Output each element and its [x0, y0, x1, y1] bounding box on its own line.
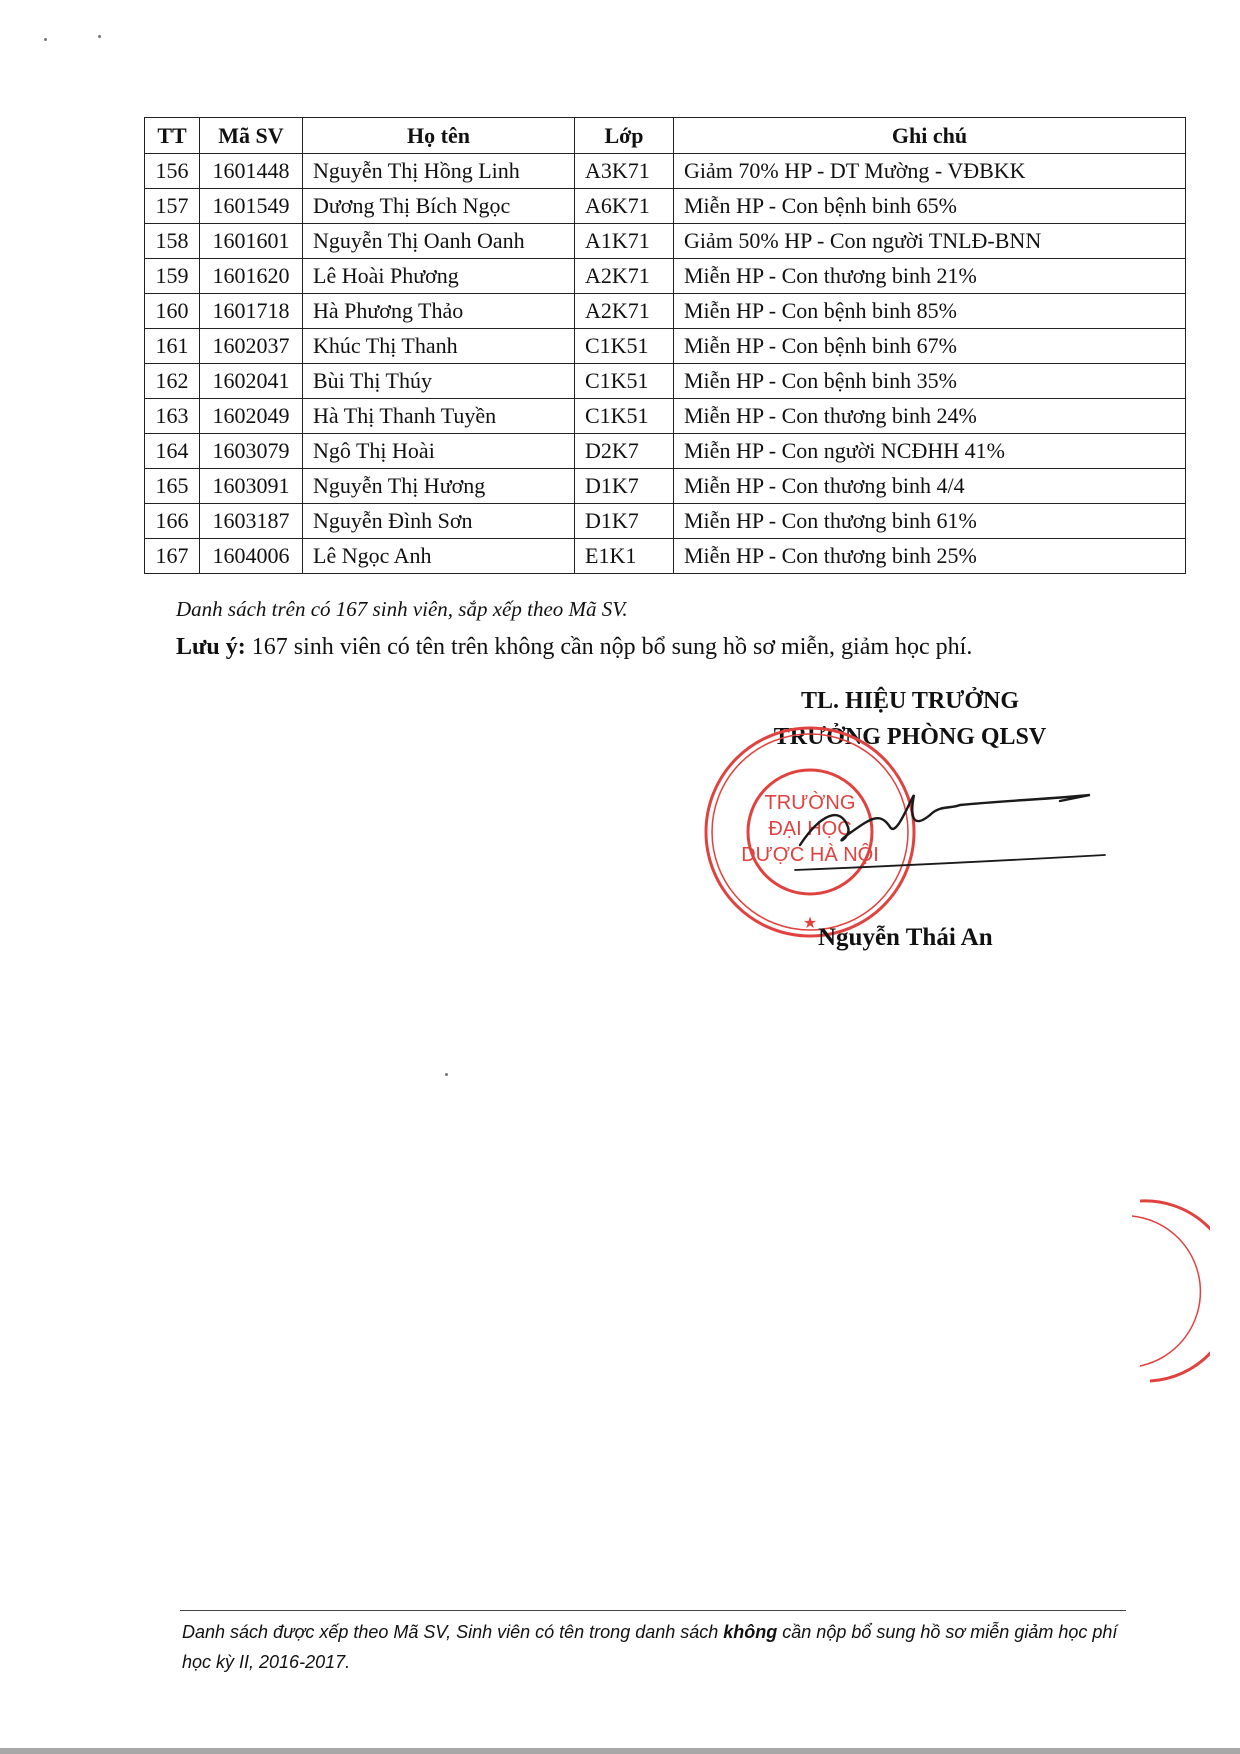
cell-lop: C1K51 [575, 329, 674, 364]
page-footer [182, 1617, 1142, 1677]
table-row [145, 539, 1186, 574]
cell-ghi-chu: Miễn HP - Con thương binh 24% [674, 399, 1186, 434]
header-ghi-chu: Ghi chú [674, 118, 1186, 154]
partial-stamp-mark [1120, 1196, 1210, 1386]
handwritten-signature [790, 775, 1110, 875]
cell-ho-ten: Nguyễn Thị Hương [303, 469, 575, 504]
cell-tt: 161 [145, 329, 200, 364]
cell-ghi-chu: Miễn HP - Con bệnh binh 67% [674, 329, 1186, 364]
cell-ho-ten: Nguyễn Thị Oanh Oanh [303, 224, 575, 259]
cell-ma-sv: 1602049 [200, 399, 303, 434]
signature-title-line-1: TL. HIỆU TRƯỞNG [800, 688, 1020, 714]
cell-tt: 163 [145, 399, 200, 434]
cell-ho-ten: Lê Ngọc Anh [303, 539, 575, 574]
cell-ma-sv: 1603079 [200, 434, 303, 469]
cell-tt: 156 [145, 154, 200, 189]
footer-divider [180, 1610, 1126, 1611]
partial-stamp-ring-inner [1132, 1216, 1200, 1366]
cell-ma-sv: 1602037 [200, 329, 303, 364]
cell-ghi-chu: Miễn HP - Con bệnh binh 65% [674, 189, 1186, 224]
cell-ghi-chu: Miễn HP - Con thương binh 21% [674, 259, 1186, 294]
footer-text-2: cần nộp bổ sung hồ sơ miễn giảm học phí học kỳ II, 2016-2017. [182, 1622, 1118, 1672]
cell-ghi-chu: Miễn HP - Con bệnh binh 85% [674, 294, 1186, 329]
cell-lop: A6K71 [575, 189, 674, 224]
scan-bottom-edge [0, 1748, 1240, 1754]
cell-tt: 165 [145, 469, 200, 504]
cell-ghi-chu: Giảm 70% HP - DT Mường - VĐBKK [674, 154, 1186, 189]
cell-ho-ten: Nguyễn Đình Sơn [303, 504, 575, 539]
table-row [145, 294, 1186, 329]
cell-ghi-chu: Giảm 50% HP - Con người TNLĐ-BNN [674, 224, 1186, 259]
cell-tt: 157 [145, 189, 200, 224]
cell-ma-sv: 1602041 [200, 364, 303, 399]
signature-underline [795, 855, 1105, 870]
cell-ho-ten: Lê Hoài Phương [303, 259, 575, 294]
cell-lop: A2K71 [575, 259, 674, 294]
footer-text-1: Danh sách được xếp theo Mã SV, Sinh viên có tên trong danh sách [182, 1622, 724, 1642]
cell-ghi-chu: Miễn HP - Con thương binh 25% [674, 539, 1186, 574]
cell-ho-ten: Nguyễn Thị Hồng Linh [303, 154, 575, 189]
table-row [145, 399, 1186, 434]
table-row [145, 504, 1186, 539]
partial-stamp-ring [1140, 1201, 1210, 1381]
cell-tt: 166 [145, 504, 200, 539]
footer-emphasis: không [723, 1622, 778, 1642]
cell-ho-ten: Dương Thị Bích Ngọc [303, 189, 575, 224]
student-list-table [144, 117, 1186, 574]
cell-lop: C1K51 [575, 399, 674, 434]
cell-lop: E1K1 [575, 539, 674, 574]
cell-lop: C1K51 [575, 364, 674, 399]
cell-lop: D1K7 [575, 504, 674, 539]
table-row [145, 224, 1186, 259]
cell-ma-sv: 1603091 [200, 469, 303, 504]
cell-tt: 158 [145, 224, 200, 259]
signature-title-line-2: TRƯỞNG PHÒNG QLSV [773, 724, 1047, 750]
header-lop: Lớp [575, 118, 674, 154]
cell-ma-sv: 1601620 [200, 259, 303, 294]
signer-name: Nguyễn Thái An [818, 924, 993, 951]
note-label: Lưu ý: [176, 634, 246, 660]
cell-ho-ten: Hà Phương Thảo [303, 294, 575, 329]
cell-tt: 164 [145, 434, 200, 469]
table-row [145, 469, 1186, 504]
stamp-line-3: DƯỢC HÀ NỘI [741, 844, 879, 866]
cell-ho-ten: Bùi Thị Thúy [303, 364, 575, 399]
cell-ma-sv: 1601601 [200, 224, 303, 259]
stamp-line-1: TRƯỜNG [764, 792, 856, 814]
header-ho-ten: Họ tên [303, 118, 575, 154]
table-row [145, 364, 1186, 399]
table-row [145, 434, 1186, 469]
cell-ma-sv: 1604006 [200, 539, 303, 574]
cell-lop: D2K7 [575, 434, 674, 469]
table-header-row [145, 118, 1186, 154]
signature-stroke [800, 795, 1090, 845]
cell-tt: 162 [145, 364, 200, 399]
stamp-line-2: ĐẠI HỌC [768, 818, 852, 840]
cell-ghi-chu: Miễn HP - Con người NCĐHH 41% [674, 434, 1186, 469]
cell-ma-sv: 1601448 [200, 154, 303, 189]
cell-ma-sv: 1603187 [200, 504, 303, 539]
cell-ghi-chu: Miễn HP - Con thương binh 4/4 [674, 469, 1186, 504]
cell-ho-ten: Hà Thị Thanh Tuyền [303, 399, 575, 434]
cell-lop: D1K7 [575, 469, 674, 504]
table-row [145, 259, 1186, 294]
cell-tt: 159 [145, 259, 200, 294]
table-caption: Danh sách trên có 167 sinh viên, sắp xếp theo Mã SV. [176, 597, 628, 621]
cell-ghi-chu: Miễn HP - Con thương binh 61% [674, 504, 1186, 539]
scan-speck [445, 1073, 448, 1076]
table-row [145, 329, 1186, 364]
cell-ma-sv: 1601549 [200, 189, 303, 224]
note-text: 167 sinh viên có tên trên không cần nộp bổ sung hồ sơ miễn, giảm học phí. [245, 634, 973, 660]
cell-lop: A2K71 [575, 294, 674, 329]
scan-speck [44, 38, 47, 41]
cell-tt: 167 [145, 539, 200, 574]
header-ma-sv: Mã SV [200, 118, 303, 154]
cell-ho-ten: Khúc Thị Thanh [303, 329, 575, 364]
stamp-star-icon: ★ [802, 915, 818, 932]
table-row [145, 154, 1186, 189]
table-body [145, 154, 1186, 574]
scan-speck [98, 35, 101, 38]
cell-ma-sv: 1601718 [200, 294, 303, 329]
table-row [145, 189, 1186, 224]
cell-ghi-chu: Miễn HP - Con bệnh binh 35% [674, 364, 1186, 399]
cell-tt: 160 [145, 294, 200, 329]
cell-lop: A3K71 [575, 154, 674, 189]
header-tt: TT [145, 118, 200, 154]
cell-lop: A1K71 [575, 224, 674, 259]
note-paragraph [176, 634, 972, 661]
cell-ho-ten: Ngô Thị Hoài [303, 434, 575, 469]
